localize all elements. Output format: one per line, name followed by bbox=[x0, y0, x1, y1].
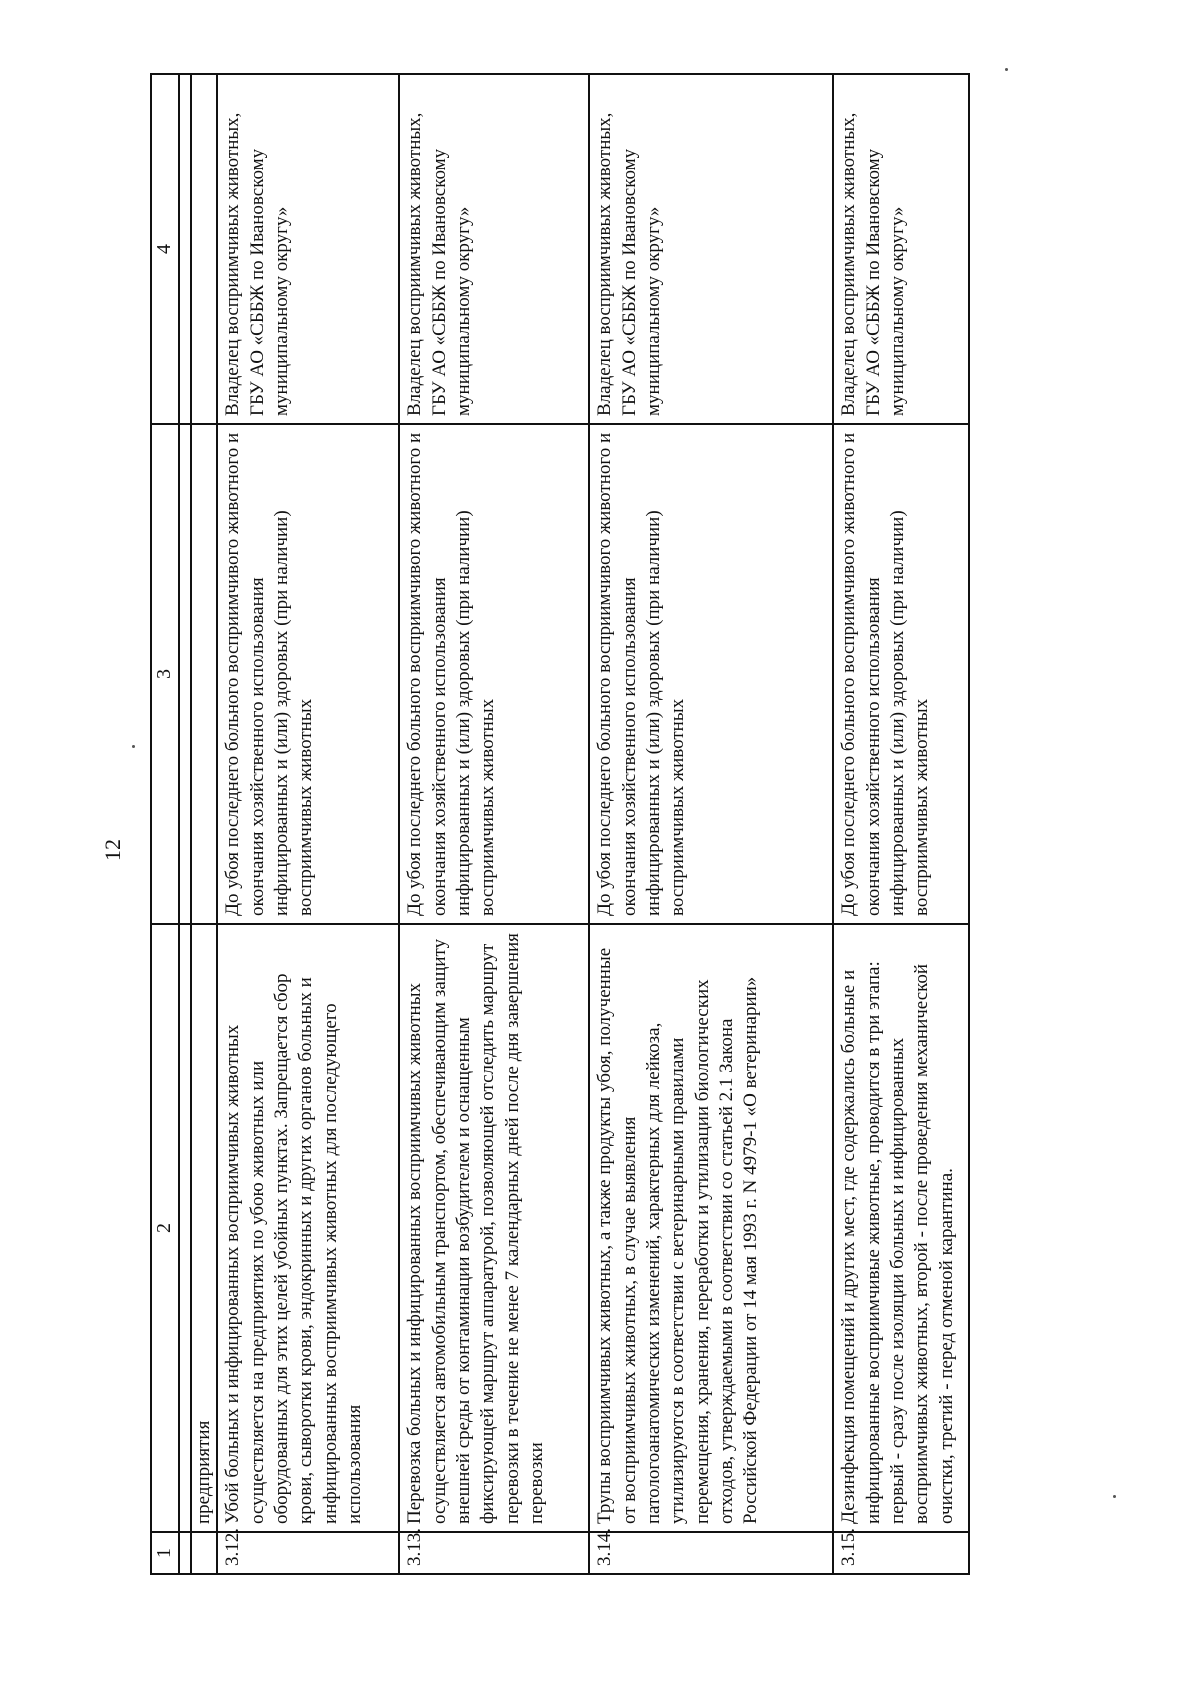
table-row bbox=[833, 74, 969, 1574]
row-measure: Убой больных и инфицированных восприимчивых животных осуществляется на предприятиях по убою животных или оборудованных для этих целей убойных пунктах. Запрещается сбор крови, сыворотки крови, эндокринных и других органов больных и инфицированных восприимчивых животных для последующего использования bbox=[217, 924, 399, 1532]
header-col-2: 2 bbox=[151, 924, 179, 1532]
row-term: До убоя последнего больного восприимчивого животного и окончания хозяйственного использования инфицированных и (или) здоровых (при наличии) восприимчивых животных bbox=[217, 424, 399, 924]
scan-speck bbox=[132, 745, 135, 748]
row-responsible: Владелец восприимчивых животных, ГБУ АО «СББЖ по Ивановскому муниципальному округу» bbox=[589, 74, 833, 424]
table-row bbox=[399, 74, 589, 1574]
row-term: До убоя последнего больного восприимчивого животного и окончания хозяйственного использования инфицированных и (или) здоровых (при наличии) восприимчивых животных bbox=[399, 424, 589, 924]
measures-table bbox=[150, 73, 970, 1575]
row-measure: Трупы восприимчивых животных, а также продукты убоя, полученные от восприимчивых животных, в случае выявления патологоанатомических изменений, характерных для лейкоза, утилизируются в соответствии с ветеринарными правилами перемещения, хранения, переработки и утилизации биологических отходов, утверждаемыми в соответствии со статьей 2.1 Закона Российской Федерации от 14 мая 1993 г. N 4979-1 «О ветеринарии» bbox=[589, 924, 833, 1532]
row-number: 3.15. bbox=[833, 1532, 969, 1574]
row-number: 3.12. bbox=[217, 1532, 399, 1574]
header-col-1: 1 bbox=[151, 1532, 179, 1574]
row-measure: Дезинфекция помещений и других мест, где содержались больные и инфицированные восприимчивые животные, проводится в три этапа: первый - сразу после изоляции больных и инфицированных восприимчивых животных, второй - после проведения механической очистки, третий - перед отменой карантина. bbox=[833, 924, 969, 1532]
row-number: 3.13. bbox=[399, 1532, 589, 1574]
continuation-text: предприятия bbox=[191, 924, 217, 1532]
row-number: 3.14. bbox=[589, 1532, 833, 1574]
header-row bbox=[151, 74, 179, 1574]
header-col-4: 4 bbox=[151, 74, 179, 424]
rotated-table-container bbox=[150, 75, 970, 1575]
scan-speck bbox=[1005, 68, 1008, 71]
row-term: До убоя последнего больного восприимчивого животного и окончания хозяйственного использования инфицированных и (или) здоровых (при наличии) восприимчивых животных bbox=[833, 424, 969, 924]
page-number: 12 bbox=[100, 839, 125, 861]
spacer-row bbox=[179, 74, 191, 1574]
table-row bbox=[217, 74, 399, 1574]
continuation-row bbox=[191, 74, 217, 1574]
row-term: До убоя последнего больного восприимчивого животного и окончания хозяйственного использования инфицированных и (или) здоровых (при наличии) восприимчивых животных bbox=[589, 424, 833, 924]
header-col-3: 3 bbox=[151, 424, 179, 924]
row-responsible: Владелец восприимчивых животных, ГБУ АО «СББЖ по Ивановскому муниципальному округу» bbox=[217, 74, 399, 424]
scan-speck bbox=[1113, 1495, 1116, 1498]
row-measure: Перевозка больных и инфицированных восприимчивых животных осуществляется автомобильным транспортом, обеспечивающим защиту внешней среды от контаминации возбудителем и оснащенным фиксирующей маршрут аппаратурой, позволяющей отследить маршрут перевозки в течение не менее 7 календарных дней после дня завершения перевозки bbox=[399, 924, 589, 1532]
row-responsible: Владелец восприимчивых животных, ГБУ АО «СББЖ по Ивановскому муниципальному округу» bbox=[399, 74, 589, 424]
table-row bbox=[589, 74, 833, 1574]
row-responsible: Владелец восприимчивых животных, ГБУ АО «СББЖ по Ивановскому муниципальному округу» bbox=[833, 74, 969, 424]
